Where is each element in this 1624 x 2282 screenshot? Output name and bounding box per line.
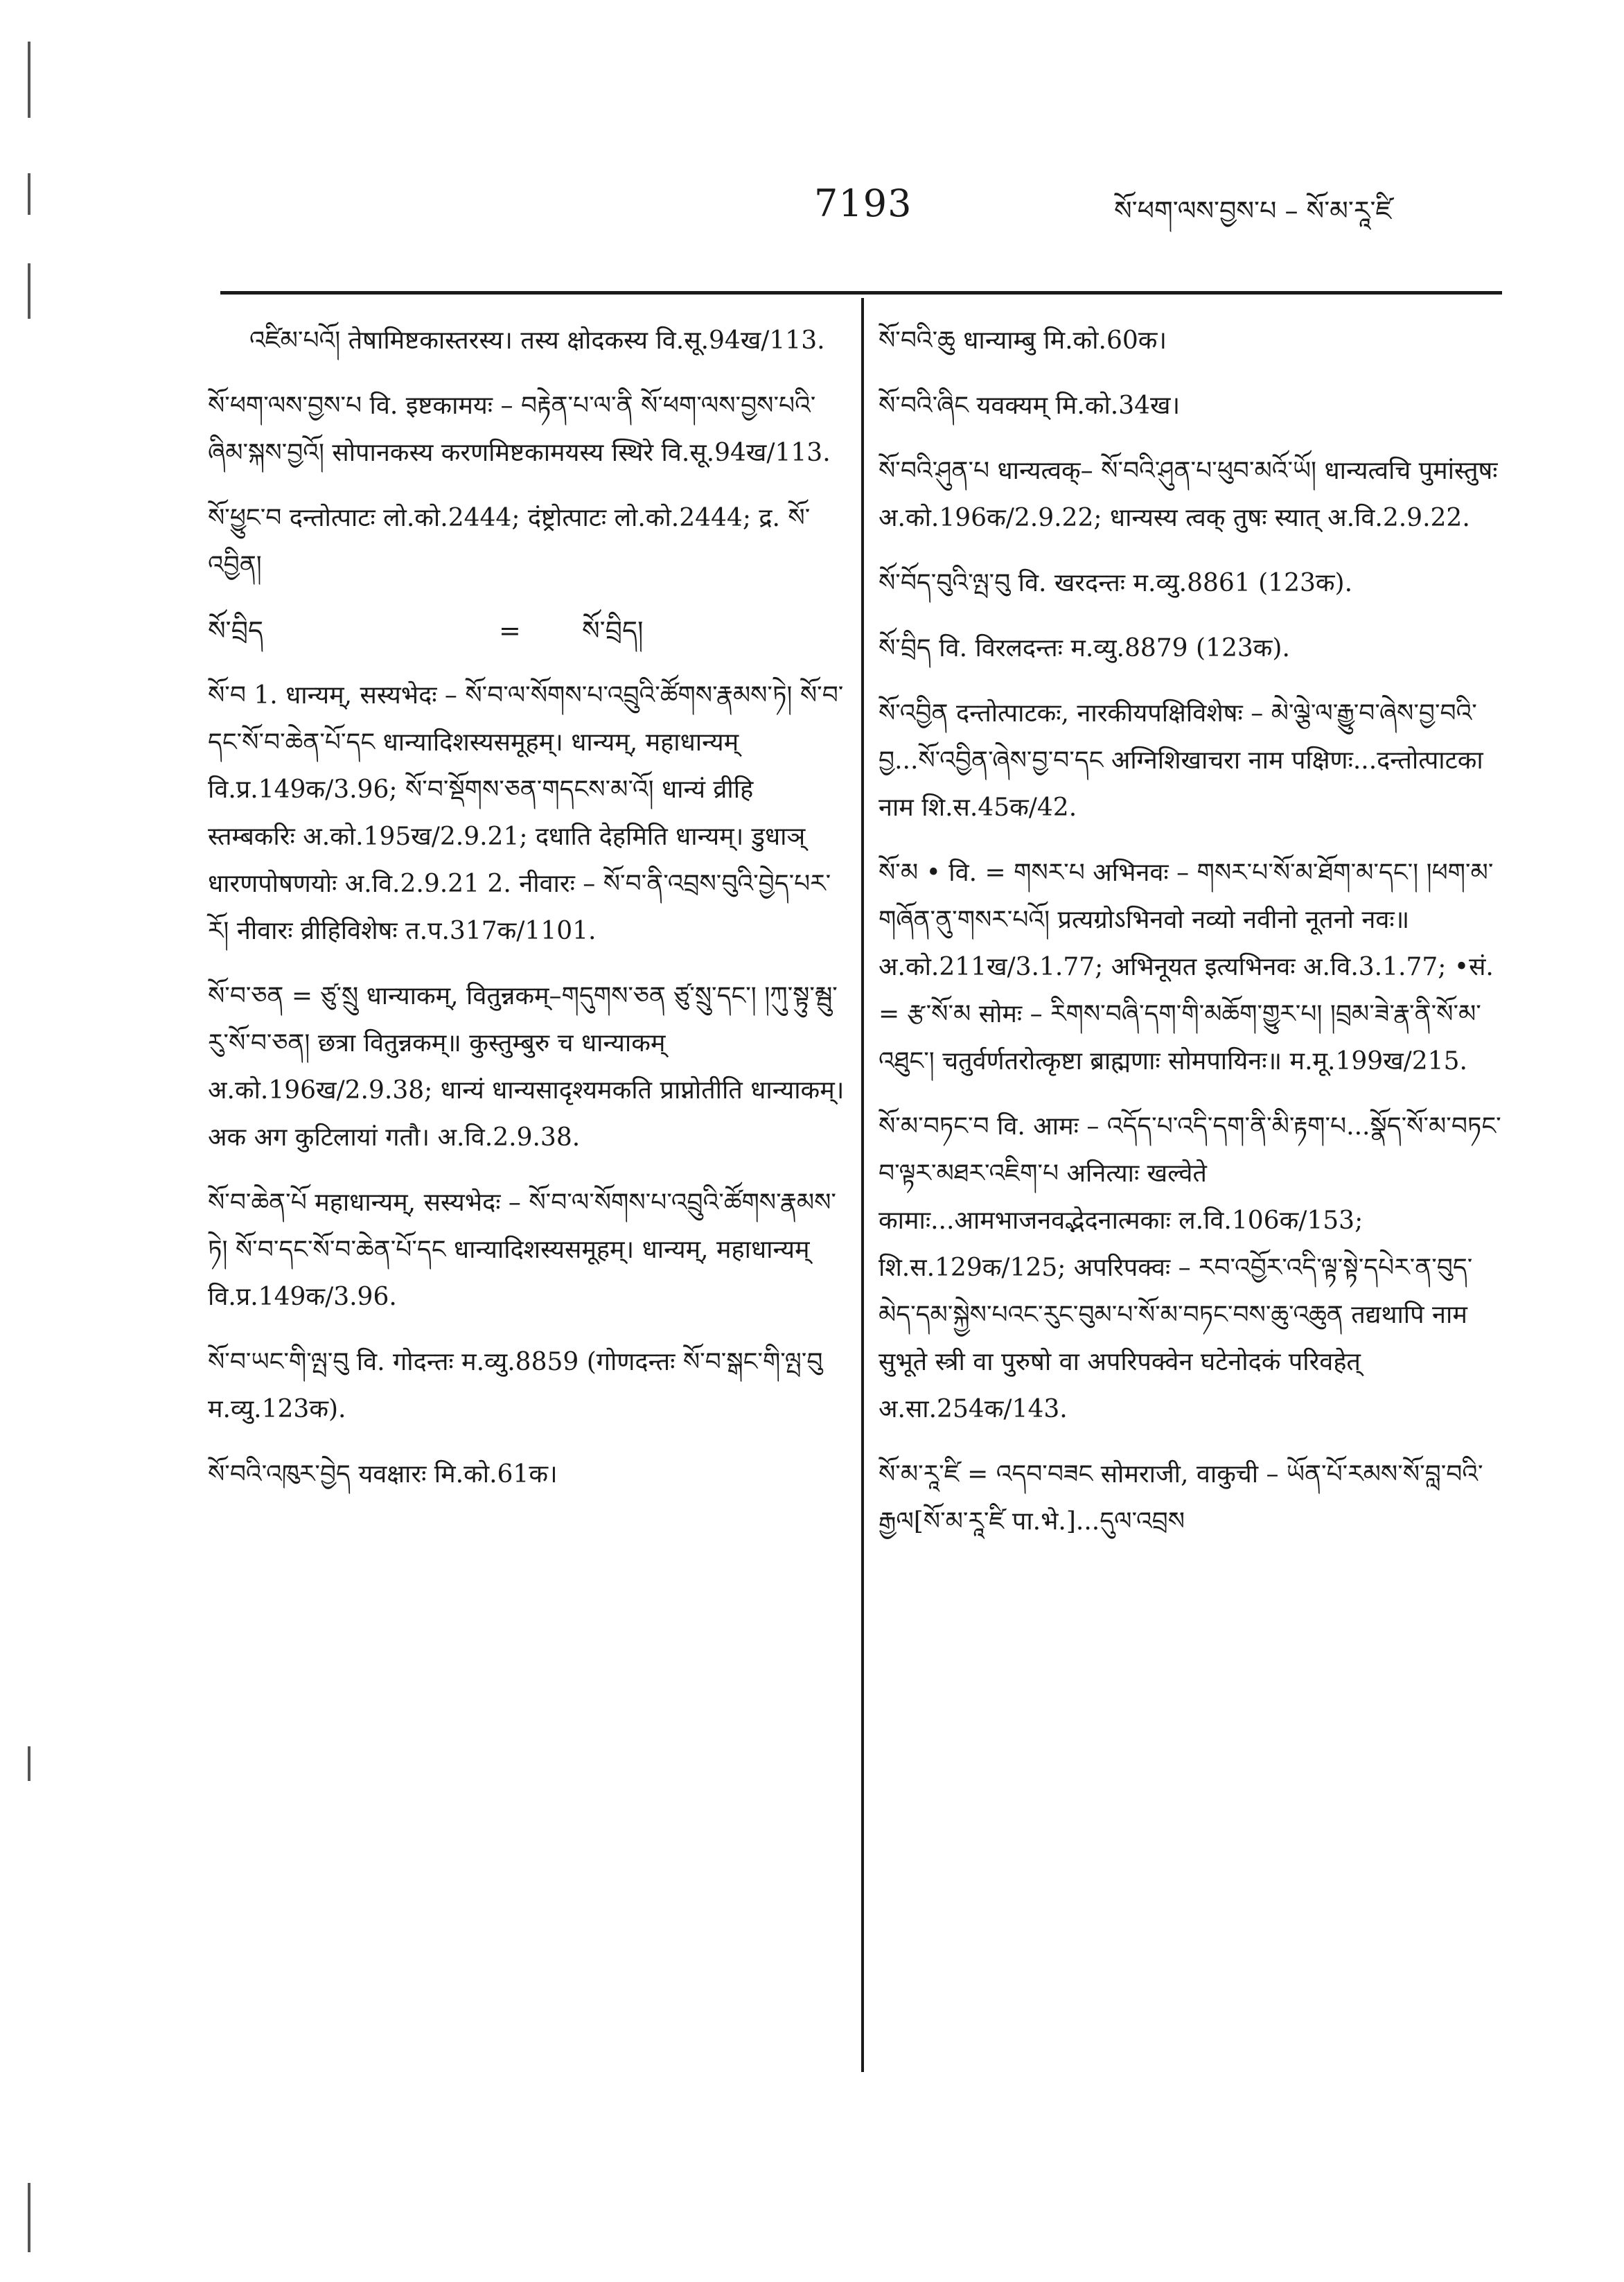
scan-edge-mark (28, 42, 30, 118)
dictionary-entry: སོ་བའི་འཁུར་བྱེད यवक्षारः मि.को.61क। (208, 1460, 558, 1489)
left-column (208, 317, 845, 1516)
dictionary-entry: སོ་བའི་ཤུན་པ धान्यत्वक्– སོ་བའི་ཤུན་པ་ཕུབ་མའོ་ཡོ། धान्यत्वचि पुमांस्तुषः अ.को.196क/2.9.22; धान्यस्य त्वक् तुषः स्यात् अ.वि.2.9.22. (879, 457, 1498, 532)
dictionary-entry: སོ་བའི་ཆུ धान्याम्बु मि.को.60क। (879, 326, 1167, 355)
cross-reference-entry (208, 607, 845, 654)
entry-headword: སོ་བྲིད (208, 615, 263, 646)
dictionary-entry: སོ་ཕྱུང་བ दन्तोत्पाटः लो.को.2444; दंष्ट्रोत्पाटः लो.को.2444; द्र. སོ་འབྱིན། (208, 504, 811, 579)
dictionary-entry: སོ་མ་རཱ་ཛི = འདབ་བཟང सोमराजी, वाकुची – ཡོན་པོ་རམས་སོ་བླ་བའི་རྒྱལ[སོ་མ་རཱ་ཛི पा.भे.]...དུལ་འབྲས (879, 1460, 1483, 1536)
dictionary-entry: སོ་ཕག་ལས་བྱས་པ वि. इष्टकामयः – བརྟེན་པ་ལ་ནི སོ་ཕག་ལས་བྱས་པའི་ཞིམ་སྐས་བྱའོ། सोपानकस्य करणमिष्टकामयस्य स्थिरे वि.सू.94ख/113. (208, 392, 831, 467)
scan-edge-mark (28, 173, 30, 215)
dictionary-entry: སོ་བའི་ཞིང यवक्यम् मि.को.34ख। (879, 392, 1181, 420)
scan-edge-mark (28, 2183, 30, 2252)
dictionary-entry: སོ་མ • वि. = གསར་པ अभिनवः – གསར་པ་སོ་མ་ཐོག་མ་དང་། །ཕག་མ་གཞོན་ནུ་གསར་པའོ། प्रत्यग्रोऽभिनवो नव्यो नवीनो नूतनो नवः॥ अ.को.211ख/3.1.77; अभिनूयत इत्यभिनवः अ.वि.3.1.77; •सं. = རྩ་སོ་མ सोमः – རིགས་བཞི་དག་གི་མཆོག་གྱུར་པ། །བྲམ་ཟེ་རྣ་ནི་སོ་མ་འཐུང་། चतुर्वर्णतरोत्कृष्टा ब्राह्मणाः सोमपायिनः॥ म.मू.199ख/215. (879, 859, 1494, 1076)
entry-target: སོ་བྲིད། (582, 615, 644, 646)
dictionary-entry: སོ་འབྱིན दन्तोत्पाटकः, नारकीयपक्षिविशेषः – མེ་ལྕེ་ལ་རྒྱུ་བ་ཞེས་བྱ་བའི་བྱ...སོ་འབྱིན་ཞེས་བྱ་བ་དང अग्निशिखाचरा नाम पक्षिणः...दन्तोत्पाटका नाम शि.स.45क/42. (879, 699, 1483, 822)
dictionary-entry: སོ་བོད་བུའི་ལྤ་བུ वि. खरदन्तः म.व्यु.8861 (123क). (879, 569, 1353, 597)
page-number: 7193 (814, 182, 912, 225)
dictionary-entry: འཛིམ་པའོ། तेषामिष्टकास्तरस्य। तस्य क्षोदकस्य वि.सू.94ख/113. (249, 326, 825, 355)
scan-edge-mark (28, 1746, 30, 1781)
guide-words: སོ་ཕག་ལས་བྱས་པ – སོ་མ་རཱ་ཛི (1114, 195, 1392, 226)
dictionary-entry: སོ་བ་ཅན = ཙུ་སྲུ धान्याकम्, वितुन्नकम्–གདུགས་ཅན ཙུ་སྲུ་དང་། །ཀུ་སྟུ་མྦུ་རུ་སོ་བ་ཅན། छत्रा वितुन्नकम्॥ कुस्तुम्बुरु च धान्याकम् अ.को.196ख/2.9.38; धान्यं धान्यसादृश्यमकति प्राप्नोतीति धान्याकम्। अक अग कुटिलायां गतौ। अ.वि.2.9.38. (208, 982, 845, 1152)
header-rule (220, 291, 1502, 295)
dictionary-entry: སོ་བྲིད वि. विरलदन्तः म.व्यु.8879 (123क). (879, 634, 1290, 662)
dictionary-entry: སོ་མ་བཏང་བ वि. आमः – འདོད་པ་འདི་དག་ནི་མི་རྟག་པ...སྣོད་སོ་མ་བཏང་བ་ལྟར་མཐར་འཇིག་པ अनित्याः खल्वेते कामाः...आमभाजनवद्भेदनात्मकाः ल.वि.106क/153; शि.स.129क/125; अपरिपक्वः – རབ་འབྱོར་འདི་ལྟ་སྟེ་དཔེར་ན་བུད་མེད་དམ་སྐྱེས་པའང་རུང་བུམ་པ་སོ་མ་བཏང་བས་ཆུ་འཆུན तद्यथापि नाम सुभूते स्त्री वा पुरुषो वा अपरिपक्वेन घटेनोदकं परिवहेत् अ.सा.254क/143. (879, 1112, 1501, 1423)
equals-sign: = (499, 615, 521, 646)
right-column (879, 317, 1502, 1563)
dictionary-entry: སོ་བ་ཆེན་པོ महाधान्यम्, सस्यभेदः – སོ་བ་ལ་སོགས་པ་འབྲུའི་ཚོགས་རྣམས་ཏེ། སོ་བ་དང་སོ་བ་ཆེན་པོ་དང धान्यादिशस्यसमूहम्। धान्यम्, महाधान्यम् वि.प्र.149क/3.96. (208, 1188, 836, 1311)
scan-edge-mark (28, 263, 30, 319)
dictionary-entry: སོ་བ 1. धान्यम्, सस्यभेदः – སོ་བ་ལ་སོགས་པ་འབྲུའི་ཚོགས་རྣམས་ཏེ། སོ་བ་དང་སོ་བ་ཆེན་པོ་དང धान्यादिशस्यसमूहम्। धान्यम्, महाधान्यम् वि.प्र.149क/3.96; སོ་བ་སྡོགས་ཅན་གདངས་མ་འོ། धान्यं व्रीहि स्तम्बकरिः अ.को.195ख/2.9.21; दधाति देहमिति धान्यम्। डुधाञ् धारणपोषणयोः अ.वि.2.9.21 2. नीवारः – སོ་བ་ནི་འབྲས་བུའི་བྱེད་པར་རོ། नीवारः व्रीहिविशेषः त.प.317क/1101. (208, 681, 844, 945)
column-divider (861, 298, 864, 2072)
dictionary-entry: སོ་བ་ཡང་གི་ལྤ་བུ वि. गोदन्तः म.व्यु.8859 (गोणदन्तः སོ་བ་སྒང་གི་ལྤ་བུ म.व्यु.123क). (208, 1348, 823, 1423)
